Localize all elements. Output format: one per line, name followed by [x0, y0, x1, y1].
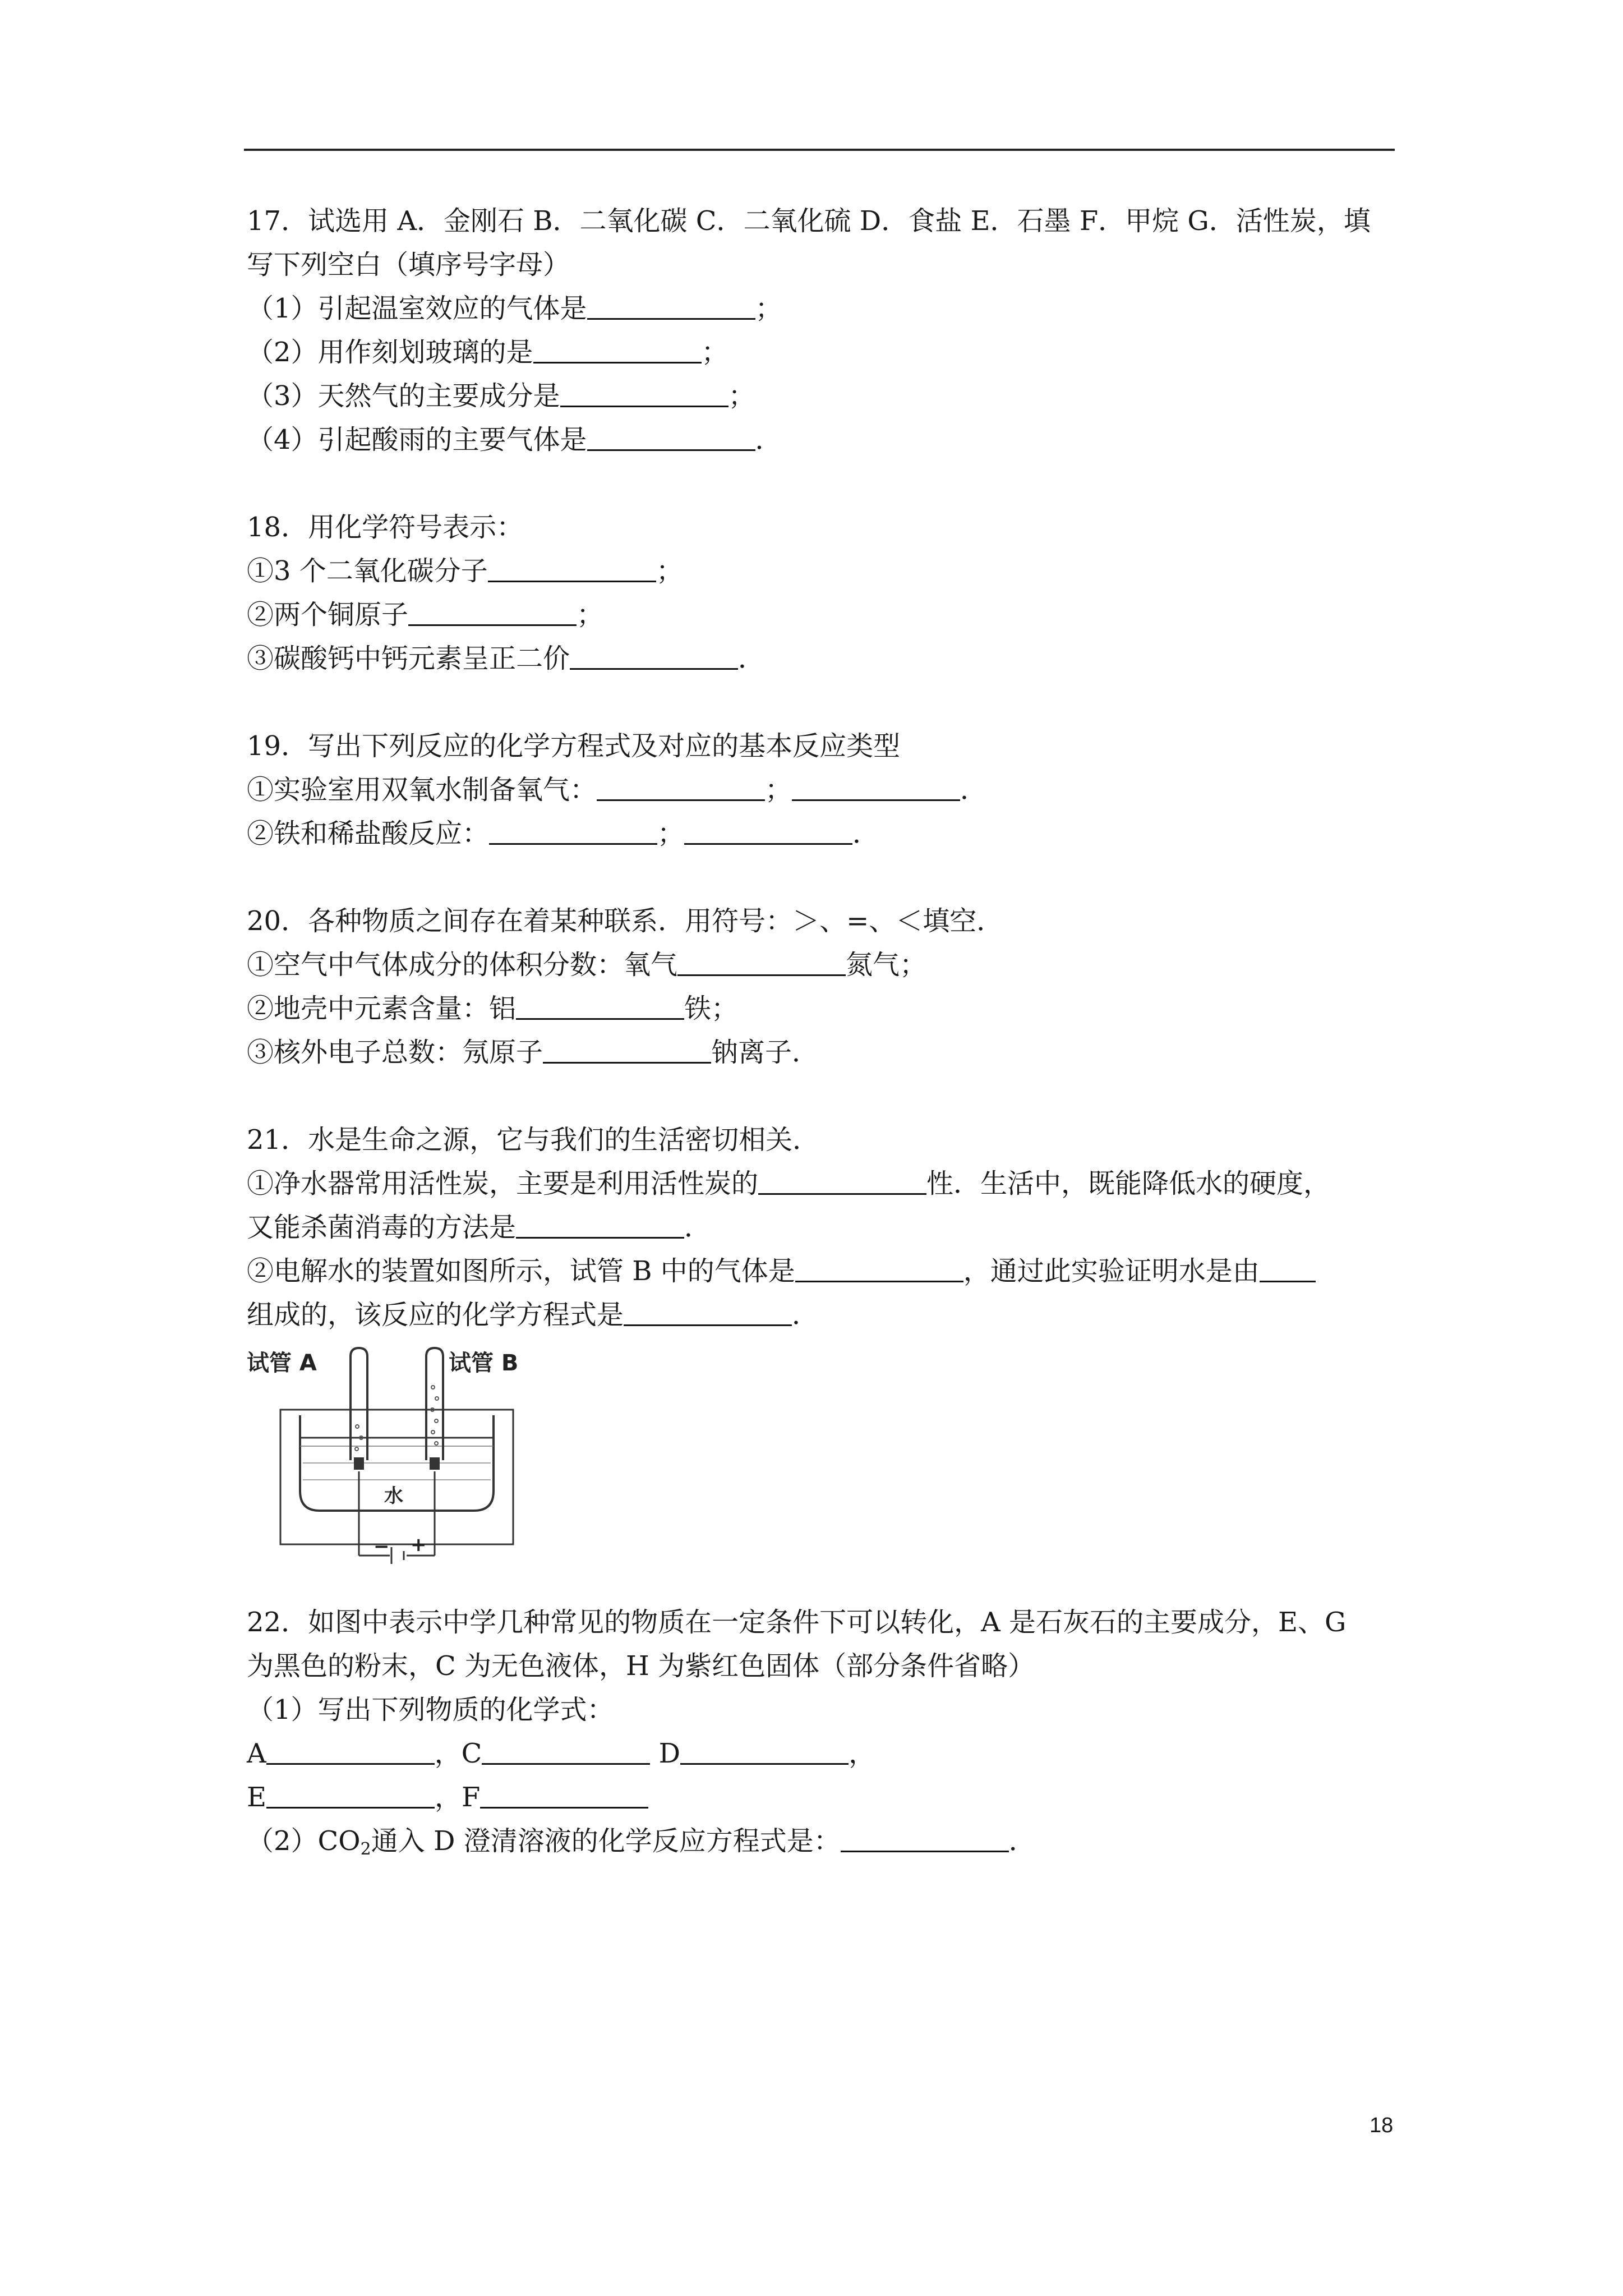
answer-blank[interactable] [624, 1300, 792, 1326]
answer-blank[interactable] [516, 1212, 684, 1239]
answer-blank[interactable] [516, 993, 684, 1020]
electrolysis-diagram [247, 1342, 561, 1578]
q17-stem-line2: 写下列空白（填序号字母） [247, 249, 570, 280]
answer-blank[interactable] [482, 1738, 650, 1765]
q22-part-2: $(2)CO_2$通入 D 澄清溶液的化学反应方程式是： ． [247, 1825, 1036, 1859]
q20-item-1: ①空气中气体成分的体积分数：氧气 氮气； [247, 949, 927, 981]
q19-item-1: ①实验室用双氧水制备氧气： ； ． [247, 774, 988, 806]
answer-blank[interactable] [543, 1037, 711, 1064]
q22-part-1: （1）写出下列物质的化学式： [247, 1694, 614, 1726]
q20-item-2: ②地壳中元素含量：铝 铁； [247, 993, 739, 1024]
q18-item-3: ③碳酸钙中钙元素呈正二价 ． [247, 643, 766, 674]
answer-blank[interactable] [758, 1168, 926, 1195]
answer-blank[interactable] [677, 950, 846, 976]
q18-item-2: ②两个铜原子 ； [247, 599, 604, 631]
label-positive: + [411, 1534, 427, 1556]
answer-blank[interactable] [1260, 1256, 1316, 1282]
q19-item-2: ②铁和稀盐酸反应： ； ． [247, 818, 880, 849]
q18-item-1: ①3 个二氧化碳分子 ； [247, 555, 683, 587]
answer-blank[interactable] [408, 600, 577, 626]
q21-line-4: 组成的，该反应的化学方程式是 ． [247, 1299, 819, 1331]
answer-blank[interactable] [597, 775, 765, 801]
header-rule [244, 149, 1395, 151]
q22-stem-line1: 22．如图中表示中学几种常见的物质在一定条件下可以转化，A 是石灰石的主要成分，E、G [247, 1607, 1347, 1638]
q20-stem: 20．各种物质之间存在着某种联系．用符号：＞、=、＜填空． [247, 905, 1004, 937]
q17-item-4: （4）引起酸雨的主要气体是 ． [247, 424, 782, 455]
answer-blank[interactable] [480, 1782, 648, 1809]
answer-blank[interactable] [533, 337, 702, 364]
q18-stem: 18．用化学符号表示： [247, 512, 524, 543]
q21-line-1: ①净水器常用活性炭，主要是利用活性炭的 性．生活中，既能降低水的硬度， [247, 1168, 1331, 1199]
answer-blank[interactable] [792, 775, 960, 801]
answer-blank[interactable] [587, 425, 755, 451]
answer-blank[interactable] [841, 1826, 1009, 1852]
q20-item-3: ③核外电子总数：氖原子 钠离子． [247, 1037, 819, 1068]
q21-stem: 21．水是生命之源，它与我们的生活密切相关． [247, 1124, 820, 1156]
answer-blank[interactable] [489, 818, 657, 845]
electrode-b [430, 1457, 440, 1470]
q22-row-1: A ，C D ， [247, 1738, 876, 1769]
answer-blank[interactable] [560, 381, 728, 407]
answer-blank[interactable] [684, 818, 852, 845]
answer-blank[interactable] [266, 1738, 435, 1765]
page-number: 18 [1370, 2114, 1394, 2137]
q21-line-2: 又能杀菌消毒的方法是 ． [247, 1212, 712, 1243]
label-tube-b: 试管 B [449, 1350, 519, 1376]
label-tube-a: 试管 A [247, 1350, 317, 1376]
question-content [247, 199, 1396, 1871]
answer-blank[interactable] [795, 1256, 963, 1282]
label-negative: − [374, 1535, 390, 1558]
answer-blank[interactable] [587, 293, 755, 320]
q17-stem-line1: 17．试选用 A．金刚石 B．二氧化碳 C．二氧化硫 D．食盐 E．石墨 F．甲烷 G．活性炭，填 [247, 205, 1371, 237]
answer-blank[interactable] [680, 1738, 849, 1765]
q19-stem: 19．写出下列反应的化学方程式及对应的基本反应类型 [247, 730, 901, 762]
q21-line-3: ②电解水的装置如图所示，试管 B 中的气体是 ，通过此实验证明水是由 [247, 1249, 1396, 1293]
q22-stem-line2: 为黑色的粉末，C 为无色液体，H 为紫红色固体（部分条件省略） [247, 1650, 1035, 1682]
answer-blank[interactable] [570, 643, 738, 670]
q17-item-2: （2）用作刻划玻璃的是 ； [247, 337, 728, 368]
electrolysis-apparatus-figure [247, 1342, 561, 1578]
q17-item-1: （1）引起温室效应的气体是 ； [247, 293, 782, 324]
q17-item-3: （3）天然气的主要成分是 ； [247, 380, 755, 412]
answer-blank[interactable] [488, 556, 656, 582]
label-water: 水 [384, 1485, 403, 1507]
q22-row-2: E ，F [247, 1775, 1396, 1819]
answer-blank[interactable] [266, 1782, 435, 1809]
electrode-a [354, 1457, 364, 1470]
